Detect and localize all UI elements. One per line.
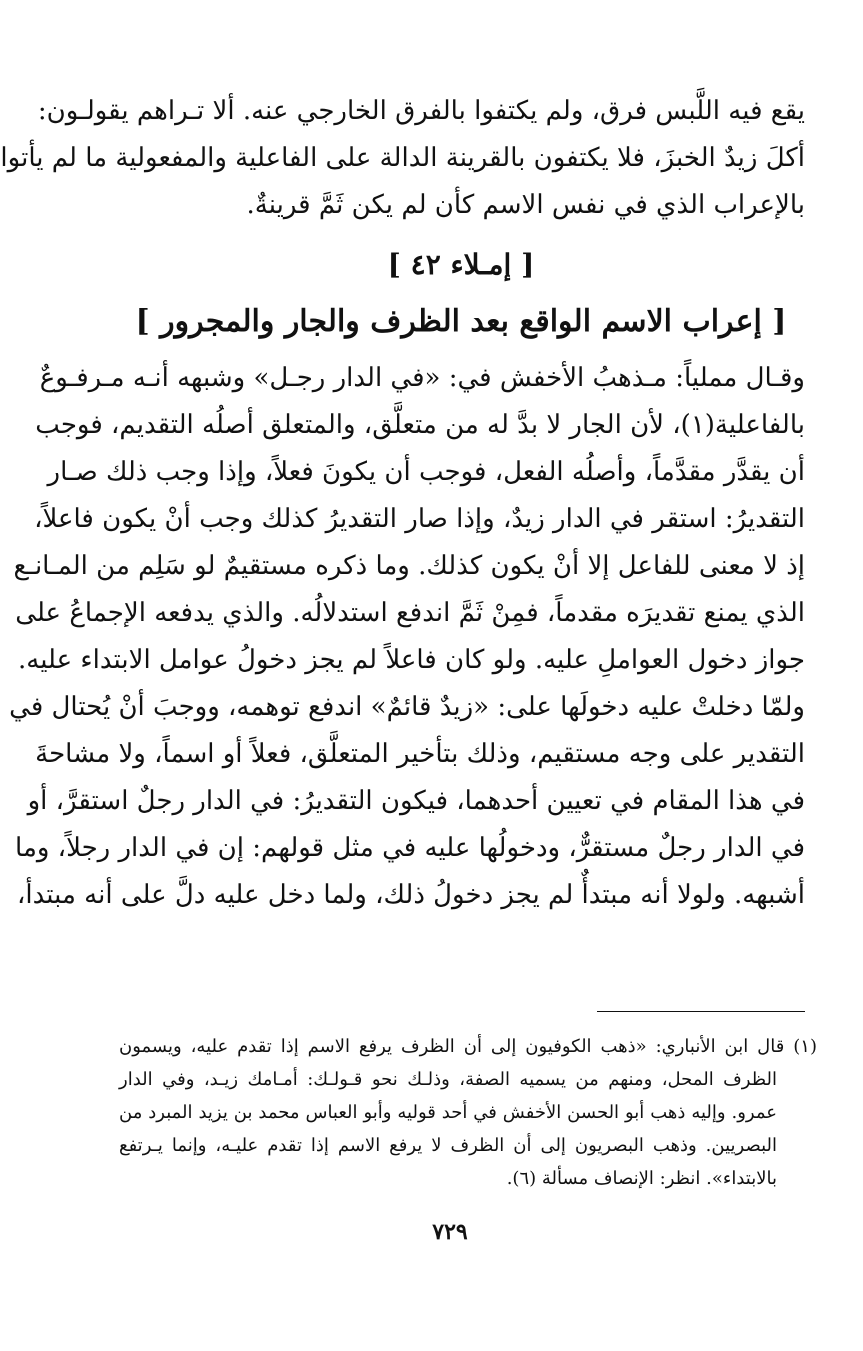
text-line: ولمّا دخلتْ عليه دخولَها على: «زيدٌ قائمٌ» اندفع توهمه، ووجبَ أنْ يُحتال في — [9, 692, 805, 722]
footnote-line: الظرف المحل، ومنهم من يسميه الصفة، وذلـك نحو قـولـك: أمـامك زيـد، وفي الدار — [119, 1069, 777, 1090]
text-line: أن يقدَّر مقدَّماً، وأصلُه الفعل، فوجب أن يكونَ فعلاً، وإذا وجب ذلك صـار — [47, 457, 805, 487]
footnote-line: البصريين. وذهب البصريون إلى أن الظرف لا يرفع الاسم إذا تقدم عليـه، وإنما يـرتفع — [119, 1135, 777, 1156]
intro-paragraph — [0, 88, 805, 229]
text-line: يقع فيه اللَّبس فرق، ولم يكتفوا بالفرق الخارجي عنه. ألا تـراهم يقولـون: — [37, 96, 805, 126]
text-line: في الدار رجلٌ مستقرٌّ، ودخولُها عليه في مثل قولهم: إن في الدار رجلاً، وما — [15, 833, 805, 863]
text-line: التقديرُ: استقر في الدار زيدٌ، وإذا صار التقديرُ كذلك وجب أنْ يكون فاعلاً، — [34, 504, 805, 534]
text-line: بالإعراب الذي في نفس الاسم كأن لم يكن ثَمَّ قرينةٌ. — [246, 190, 805, 220]
footnote-line: بالابتداء». انظر: الإنصاف مسألة (٦). — [506, 1168, 777, 1189]
imla-heading: [ إمـلاء ٤٢ ] — [387, 248, 535, 281]
text-line: وقـال مملياً: مـذهبُ الأخفش في: «في الدار رجـل» وشبهه أنـه مـرفـوعٌ — [39, 363, 805, 393]
footnote-line: (١) قال ابن الأنباري: «ذهب الكوفيون إلى أن الظرف يرفع الاسم إذا تقدم عليه، ويسمون — [119, 1036, 817, 1057]
text-line: إذ لا معنى للفاعل إلا أنْ يكون كذلك. وما ذكره مستقيمٌ لو سَلِم من المـانـع — [13, 551, 805, 581]
footnote-line: عمرو. وإليه ذهب أبو الحسن الأخفش في أحد قوليه وأبو العباس محمد بن يزيد المبرد من — [119, 1102, 777, 1123]
text-line: التقدير على وجه مستقيم، وذلك بتأخير المتعلَّق، فعلاً أو اسماً، ولا مشاحةَ — [35, 739, 805, 769]
page-number: ٧٢٩ — [432, 1219, 468, 1245]
section-title: [ إعراب الاسم الواقع بعد الظرف والجار والمجرور ] — [135, 304, 787, 339]
body-paragraph — [9, 355, 805, 919]
text-line: الذي يمنع تقديرَه مقدماً، فمِنْ ثَمَّ اندفع استدلالُه. والذي يدفعه الإجماعُ على — [15, 598, 805, 628]
text-line: بالفاعلية(١)، لأن الجار لا بدَّ له من متعلَّق، والمتعلق أصلُه التقديم، فوجب — [35, 410, 805, 440]
footnote-separator — [597, 1011, 805, 1012]
text-line: أشبهه. ولولا أنه مبتدأٌ لم يجز دخولُ ذلك، ولما دخل عليه دلَّ على أنه مبتدأ، — [17, 880, 805, 910]
text-line: جواز دخول العواملِ عليه. ولو كان فاعلاً لم يجز دخولُ عوامل الابتداء عليه. — [18, 645, 805, 675]
text-line: أكلَ زيدٌ الخبزَ، فلا يكتفون بالقرينة الدالة على الفاعلية والمفعولية ما لم يأتوا — [0, 143, 805, 173]
footnotes — [119, 1030, 817, 1195]
text-line: في هذا المقام في تعيين أحدهما، فيكون التقديرُ: في الدار رجلٌ استقرَّ، أو — [27, 786, 805, 816]
